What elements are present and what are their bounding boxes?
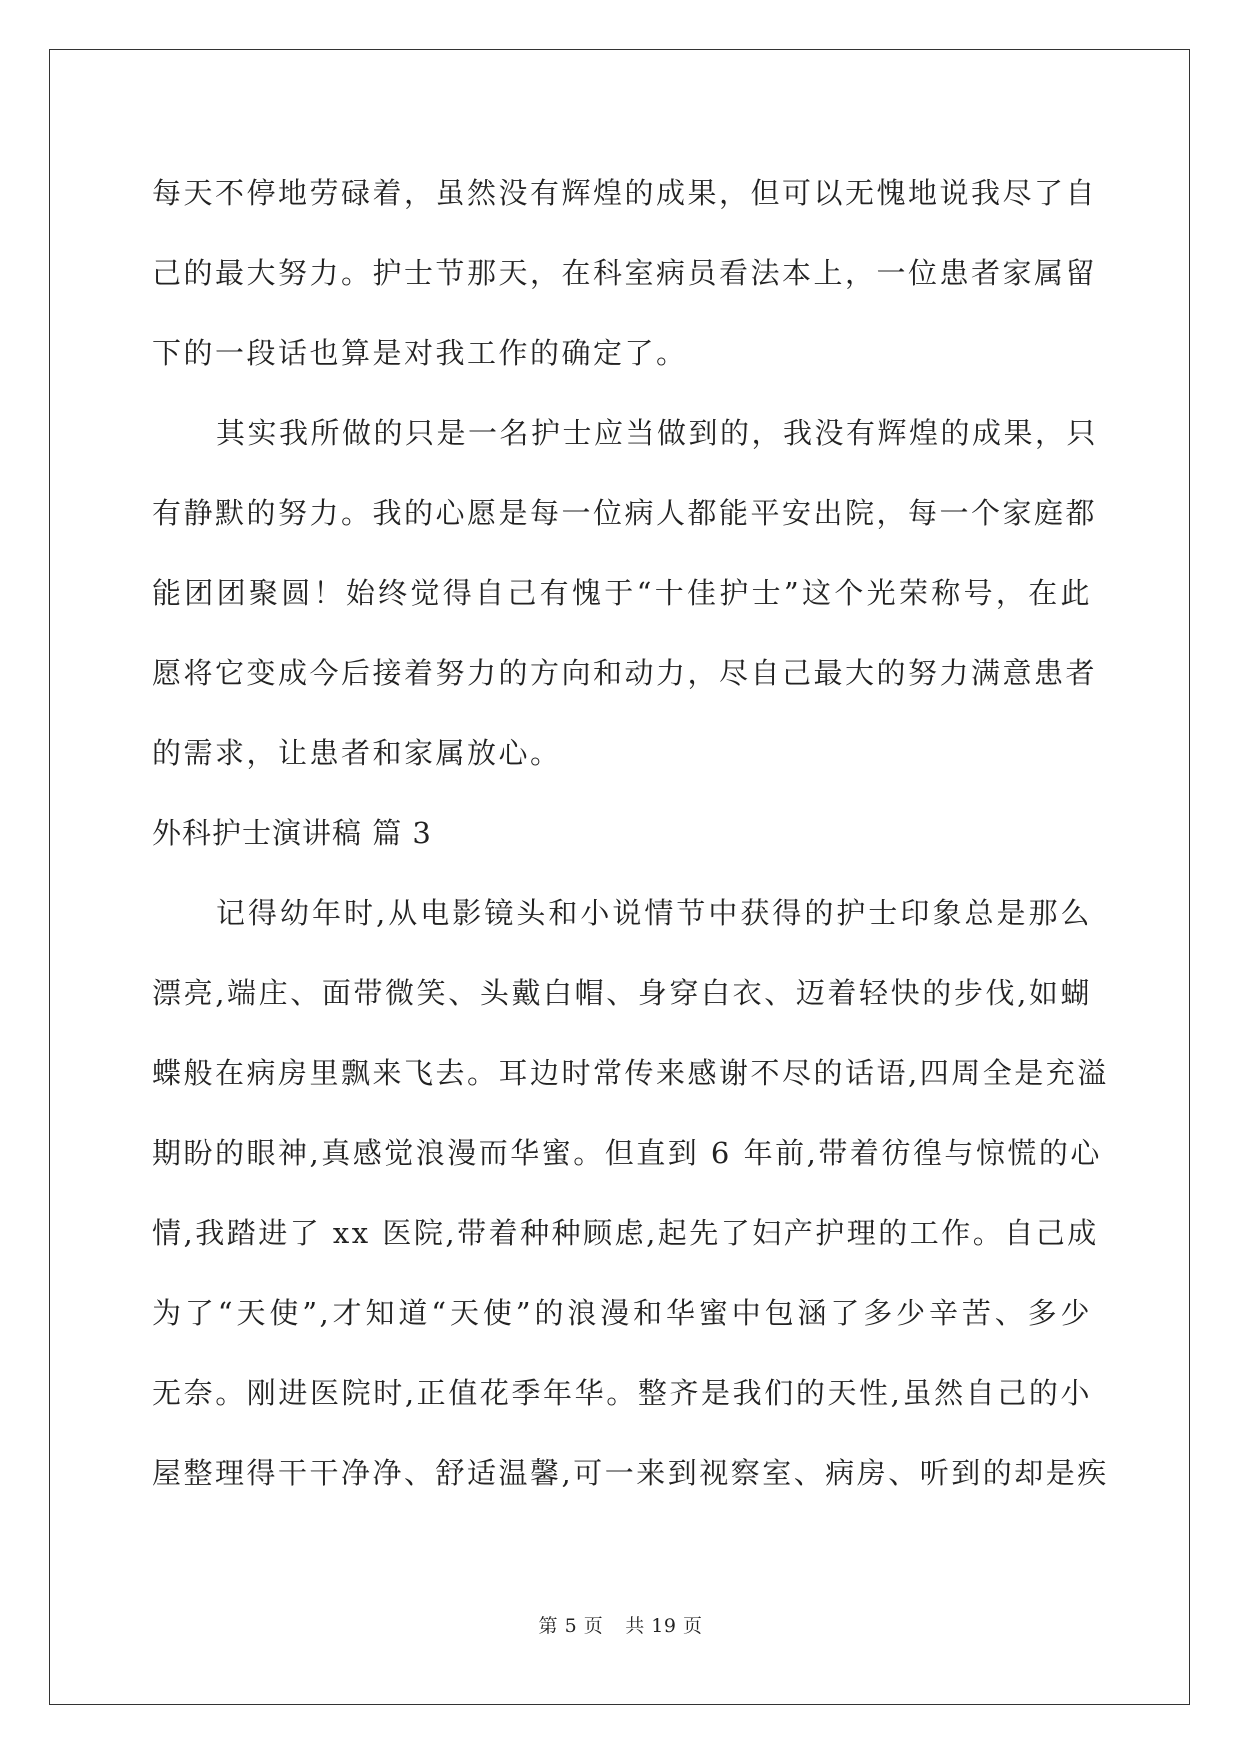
text-line: 期盼的眼神,真感觉浪漫而华蜜。但直到 6 年前,带着彷徨与惊慌的心 bbox=[152, 1136, 1102, 1170]
text-line: 的需求，让患者和家属放心。 bbox=[152, 736, 562, 770]
text-line: 愿将它变成今后接着努力的方向和动力，尽自己最大的努力满意患者 bbox=[152, 656, 1098, 690]
page-number: 第 5 页 bbox=[538, 1615, 604, 1637]
text-line: 下的一段话也算是对我工作的确定了。 bbox=[152, 336, 688, 370]
text-line: 每天不停地劳碌着，虽然没有辉煌的成果，但可以无愧地说我尽了自 bbox=[152, 176, 1098, 210]
text-line: 情,我踏进了 xx 医院,带着种种顾虑,起先了妇产护理的工作。自己成 bbox=[152, 1216, 1099, 1250]
text-line: 无奈。刚进医院时,正值花季年华。整齐是我们的天性,虽然自己的小 bbox=[152, 1376, 1092, 1410]
text-line: 屋整理得干干净净、舒适温馨,可一来到视察室、病房、听到的却是疾 bbox=[152, 1456, 1109, 1490]
text-line: 漂亮,端庄、面带微笑、头戴白帽、身穿白衣、迈着轻快的步伐,如蝴 bbox=[152, 976, 1092, 1010]
page-total: 共 19 页 bbox=[625, 1615, 703, 1637]
section-heading: 外科护士演讲稿 篇 3 bbox=[152, 816, 432, 850]
text-line: 为了“天使”,才知道“天使”的浪漫和华蜜中包涵了多少辛苦、多少 bbox=[152, 1296, 1092, 1330]
text-line: 有静默的努力。我的心愿是每一位病人都能平安出院，每一个家庭都 bbox=[152, 496, 1098, 530]
text-line: 己的最大努力。护士节那天，在科室病员看法本上，一位患者家属留 bbox=[152, 256, 1098, 290]
text-line: 蝶般在病房里飘来飞去。耳边时常传来感谢不尽的话语,四周全是充溢 bbox=[152, 1056, 1109, 1090]
paragraph-first-line: 记得幼年时,从电影镜头和小说情节中获得的护士印象总是那么 bbox=[216, 896, 1092, 930]
paragraph-first-line: 其实我所做的只是一名护士应当做到的，我没有辉煌的成果，只 bbox=[216, 416, 1099, 450]
text-line: 能团团聚圆！始终觉得自己有愧于“十佳护士”这个光荣称号，在此 bbox=[152, 576, 1092, 610]
page-footer bbox=[0, 1614, 1241, 1638]
